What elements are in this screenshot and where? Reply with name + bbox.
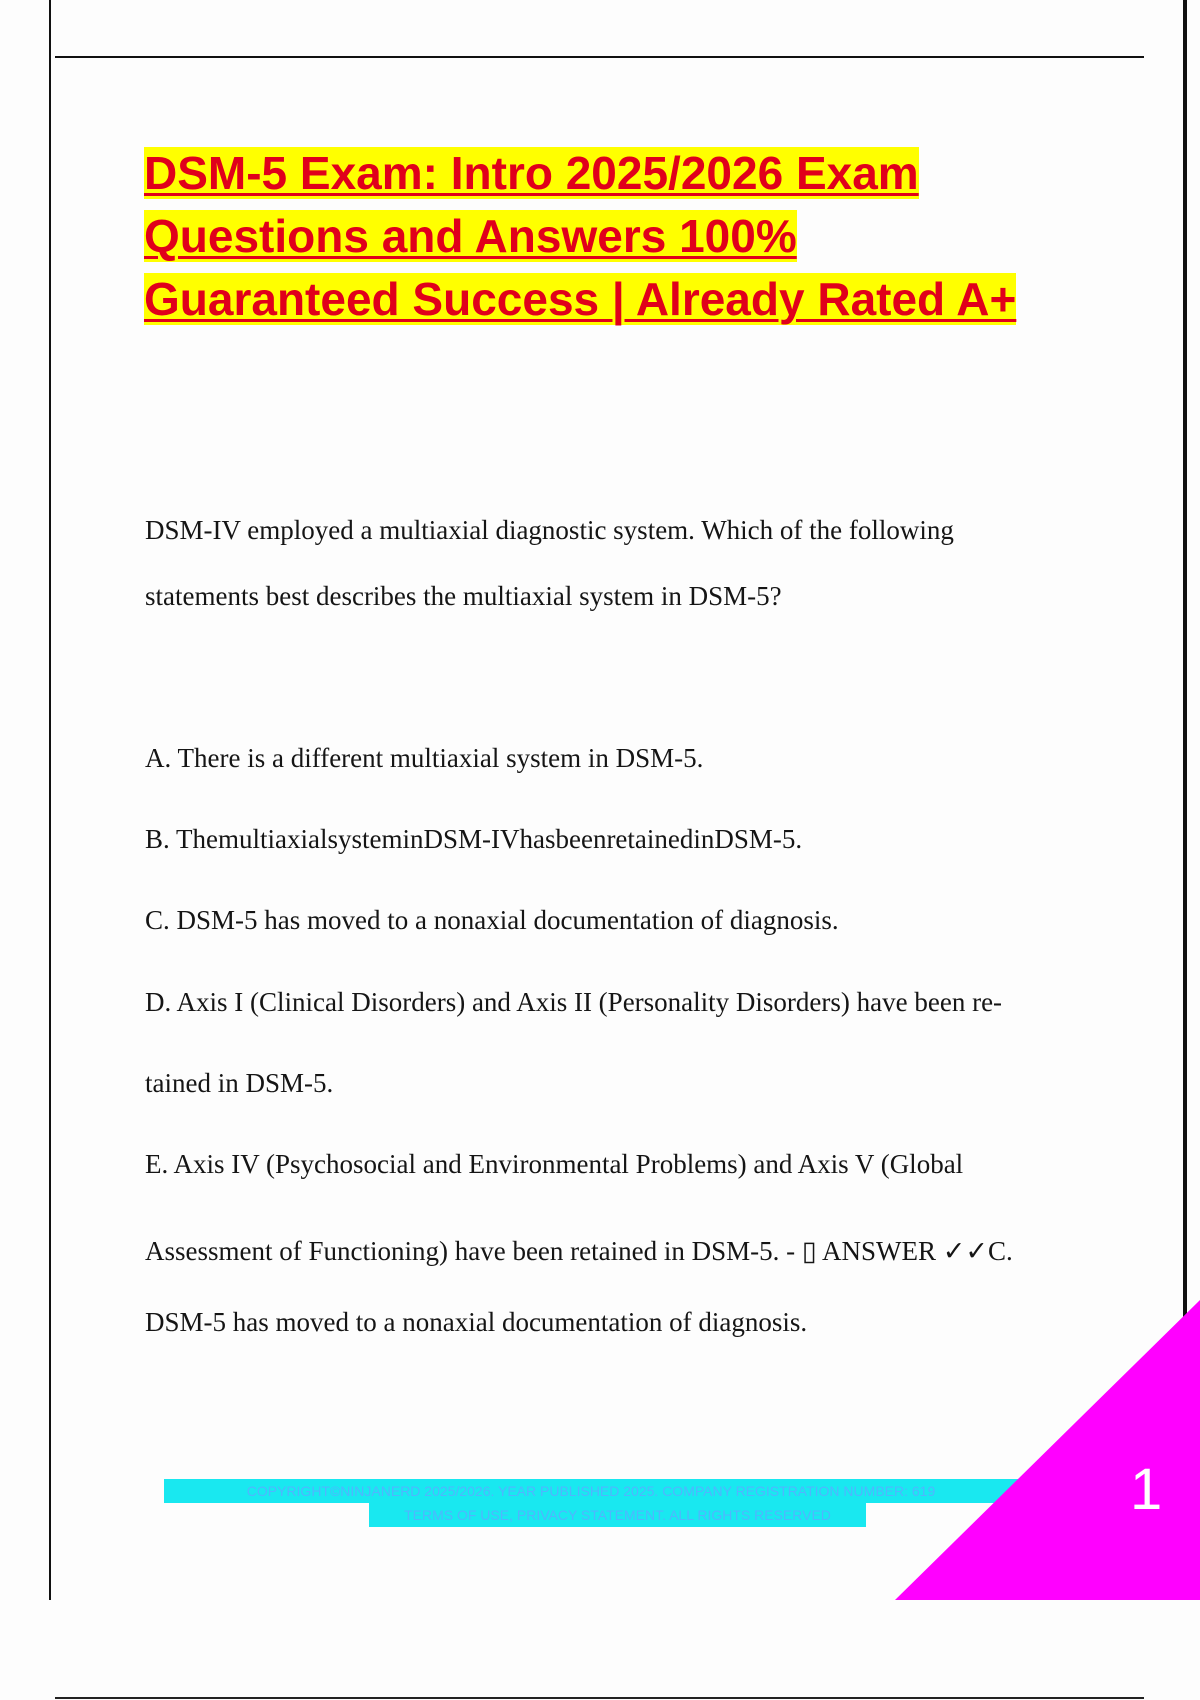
option-a: A. There is a different multiaxial system in DSM-5. (145, 743, 704, 773)
question-line-2: statements best describes the multiaxial system in DSM-5? (145, 581, 782, 611)
question-line-1: DSM-IV employed a multiaxial diagnostic system. Which of the following (145, 515, 954, 545)
option-e-line-1: E. Axis IV (Psychosocial and Environmental Problems) and Axis V (Global (145, 1149, 964, 1179)
copyright-footer-line-2: TERMS OF USE, PRIVACY STATEMENT. ALL RIGHTS RESERVED (369, 1503, 866, 1527)
title-line-1: DSM-5 Exam: Intro 2025/2026 Exam (144, 147, 919, 199)
option-d-line-2: tained in DSM-5. (145, 1068, 334, 1098)
option-e-line-2-answer: Assessment of Functioning) have been retained in DSM-5. - ▯ ANSWER ✓✓C. (145, 1236, 1013, 1266)
option-c: C. DSM-5 has moved to a nonaxial documentation of diagnosis. (145, 905, 839, 935)
option-d-line-1: D. Axis I (Clinical Disorders) and Axis II (Personality Disorders) have been re- (145, 987, 1003, 1017)
page-number: 1 (1130, 1457, 1163, 1522)
footer-rule (55, 1697, 1144, 1699)
option-b: B. ThemultiaxialsysteminDSM-IVhasbeenretainedinDSM-5. (145, 824, 803, 854)
option-e-line-3: DSM-5 has moved to a nonaxial documentation of diagnosis. (145, 1307, 808, 1337)
copyright-footer-line-1: COPYRIGHT©NINJANERD 2025/2026. YEAR PUBLISHED 2025. COMPANY REGISTRATION NUMBER: 619 (164, 1479, 1018, 1503)
title-line-3: Guaranteed Success | Already Rated A+ (144, 273, 1017, 325)
title-line-2: Questions and Answers 100% (144, 210, 797, 262)
